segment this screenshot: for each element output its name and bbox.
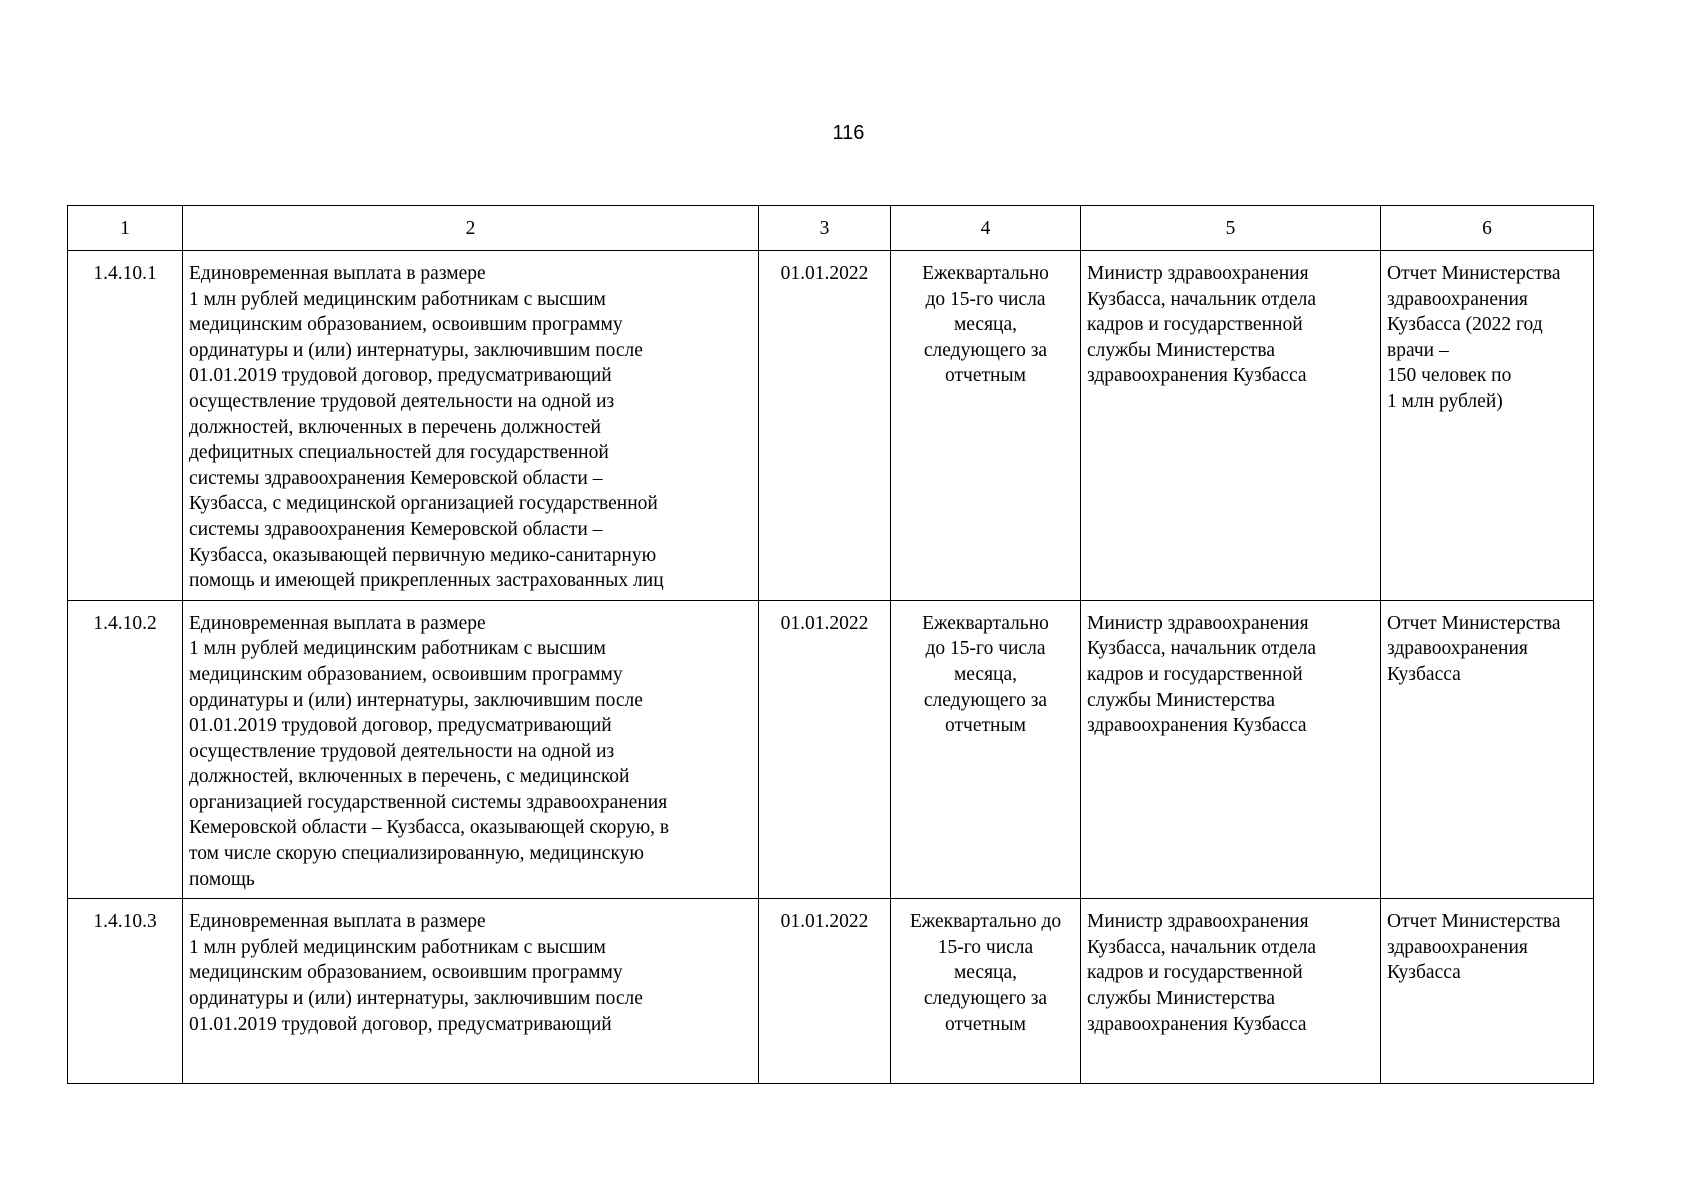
measure-description-line: Кузбасса, с медицинской организацией государственной <box>189 493 658 515</box>
column-header-4: 4 <box>891 206 1081 251</box>
column-header-1: 1 <box>68 206 183 251</box>
table-row <box>68 251 1594 601</box>
responsible-persons-line: кадров и государственной <box>1087 314 1303 336</box>
responsible-persons <box>1081 251 1381 601</box>
responsible-persons-line: Министр здравоохранения <box>1087 612 1309 634</box>
responsible-persons-line: Министр здравоохранения <box>1087 263 1309 284</box>
responsible-persons-line: здравоохранения Кузбасса <box>1087 365 1307 387</box>
measure-description-line: Единовременная выплата в размере <box>189 612 486 634</box>
measure-description-line: Единовременная выплата в размере <box>189 911 486 933</box>
responsible-persons-line: здравоохранения Кузбасса <box>1087 715 1307 737</box>
start-date: 01.01.2022 <box>759 899 891 1084</box>
measure-description-line: ординатуры и (или) интернатуры, заключившим после <box>189 339 643 361</box>
reporting-period-line: отчетным <box>945 1013 1026 1035</box>
report-result-line: здравоохранения <box>1387 288 1528 310</box>
measure-description-line: должностей, включенных в перечень, с медицинской <box>189 766 630 788</box>
reporting-period-line: Ежеквартально <box>922 263 1049 284</box>
reporting-period-line: следующего за <box>923 988 1048 1010</box>
responsible-persons <box>1081 600 1381 899</box>
responsible-persons-line: кадров и государственной <box>1087 663 1303 685</box>
table-row <box>68 600 1594 899</box>
item-number: 1.4.10.1 <box>68 251 183 601</box>
measure-description <box>183 899 759 1084</box>
reporting-period-line: месяца, <box>953 962 1018 984</box>
reporting-period-line: отчетным <box>945 365 1026 387</box>
measure-description-line: помощь <box>189 868 255 890</box>
reporting-period-line: до 15-го числа <box>925 288 1046 310</box>
report-result-line: Кузбасса <box>1387 962 1461 984</box>
reporting-period-line: Ежеквартально до <box>909 911 1062 933</box>
report-result-line: здравоохранения <box>1387 936 1528 958</box>
responsible-persons-line: службы Министерства <box>1087 689 1276 711</box>
measure-description-line: организацией государственной системы здравоохранения <box>189 791 668 813</box>
report-result-line: 150 человек по <box>1387 365 1512 387</box>
responsible-persons-line: службы Министерства <box>1087 339 1276 361</box>
report-result-line: здравоохранения <box>1387 638 1528 660</box>
responsible-persons-line: Кузбасса, начальник отдела <box>1087 288 1317 310</box>
reporting-period-line: 15-го числа <box>937 936 1034 958</box>
measure-description-line: Кузбасса, оказывающей первичную медико-санитарную <box>189 544 657 566</box>
measure-description-line: 01.01.2019 трудовой договор, предусматривающий <box>189 1013 612 1035</box>
report-result-line: Отчет Министерства <box>1387 263 1561 284</box>
measure-description-line: 1 млн рублей медицинским работникам с высшим <box>189 936 606 958</box>
measure-description-line: ординатуры и (или) интернатуры, заключившим после <box>189 988 643 1010</box>
measure-description-line: 01.01.2019 трудовой договор, предусматривающий <box>189 715 612 737</box>
reporting-period-line: следующего за <box>923 339 1048 361</box>
measure-description-line: осуществление трудовой деятельности на одной из <box>189 740 615 762</box>
responsible-persons-line: Кузбасса, начальник отдела <box>1087 936 1317 958</box>
report-result-line: Кузбасса (2022 год <box>1387 314 1543 336</box>
reporting-period-line: следующего за <box>923 689 1048 711</box>
item-number: 1.4.10.2 <box>68 600 183 899</box>
start-date: 01.01.2022 <box>759 251 891 601</box>
measure-description-line: 01.01.2019 трудовой договор, предусматривающий <box>189 365 612 387</box>
measure-description-line: медицинским образованием, освоившим программу <box>189 962 623 984</box>
column-header-3: 3 <box>759 206 891 251</box>
header-row <box>68 206 1594 251</box>
measure-description-line: Единовременная выплата в размере <box>189 263 486 284</box>
report-result-line: врачи – <box>1387 339 1449 361</box>
measure-description-line: ординатуры и (или) интернатуры, заключившим после <box>189 689 643 711</box>
measure-description-line: дефицитных специальностей для государственной <box>189 442 609 464</box>
reporting-period-line: месяца, <box>953 663 1018 685</box>
measure-description-line: 1 млн рублей медицинским работникам с высшим <box>189 638 606 660</box>
report-result <box>1381 899 1594 1084</box>
measure-description-line: медицинским образованием, освоившим программу <box>189 663 623 685</box>
measure-description-line: должностей, включенных в перечень должностей <box>189 416 601 438</box>
reporting-period <box>891 600 1081 899</box>
report-result-line: Отчет Министерства <box>1387 612 1561 634</box>
measure-description-line: том числе скорую специализированную, медицинскую <box>189 843 644 865</box>
column-header-2: 2 <box>183 206 759 251</box>
reporting-period <box>891 251 1081 601</box>
measure-description-line: 1 млн рублей медицинским работникам с высшим <box>189 288 606 310</box>
measures-table <box>67 205 1594 1084</box>
reporting-period-line: отчетным <box>945 715 1026 737</box>
reporting-period-line: Ежеквартально <box>922 612 1049 634</box>
start-date: 01.01.2022 <box>759 600 891 899</box>
column-header-6: 6 <box>1381 206 1594 251</box>
measure-description-line: системы здравоохранения Кемеровской области – <box>189 518 603 540</box>
measure-description-line: Кемеровской области – Кузбасса, оказывающей скорую, в <box>189 817 670 839</box>
measure-description-line: медицинским образованием, освоившим программу <box>189 314 623 336</box>
report-result-line: 1 млн рублей) <box>1387 390 1503 412</box>
report-result <box>1381 600 1594 899</box>
responsible-persons-line: Министр здравоохранения <box>1087 911 1309 933</box>
measure-description-line: системы здравоохранения Кемеровской области – <box>189 467 603 489</box>
report-result-line: Отчет Министерства <box>1387 911 1561 933</box>
responsible-persons-line: Кузбасса, начальник отдела <box>1087 638 1317 660</box>
table-row <box>68 899 1594 1084</box>
measure-description <box>183 251 759 601</box>
measure-description-line: помощь и имеющей прикрепленных застрахованных лиц <box>189 570 664 592</box>
column-header-5: 5 <box>1081 206 1381 251</box>
page-number: 116 <box>832 122 865 144</box>
report-result-line: Кузбасса <box>1387 663 1461 685</box>
reporting-period-line: месяца, <box>953 314 1018 336</box>
responsible-persons <box>1081 899 1381 1084</box>
measure-description <box>183 600 759 899</box>
responsible-persons-line: кадров и государственной <box>1087 962 1303 984</box>
measure-description-line: осуществление трудовой деятельности на одной из <box>189 390 615 412</box>
responsible-persons-line: здравоохранения Кузбасса <box>1087 1013 1307 1035</box>
responsible-persons-line: службы Министерства <box>1087 988 1276 1010</box>
item-number: 1.4.10.3 <box>68 899 183 1084</box>
report-result <box>1381 251 1594 601</box>
reporting-period <box>891 899 1081 1084</box>
reporting-period-line: до 15-го числа <box>925 638 1046 660</box>
